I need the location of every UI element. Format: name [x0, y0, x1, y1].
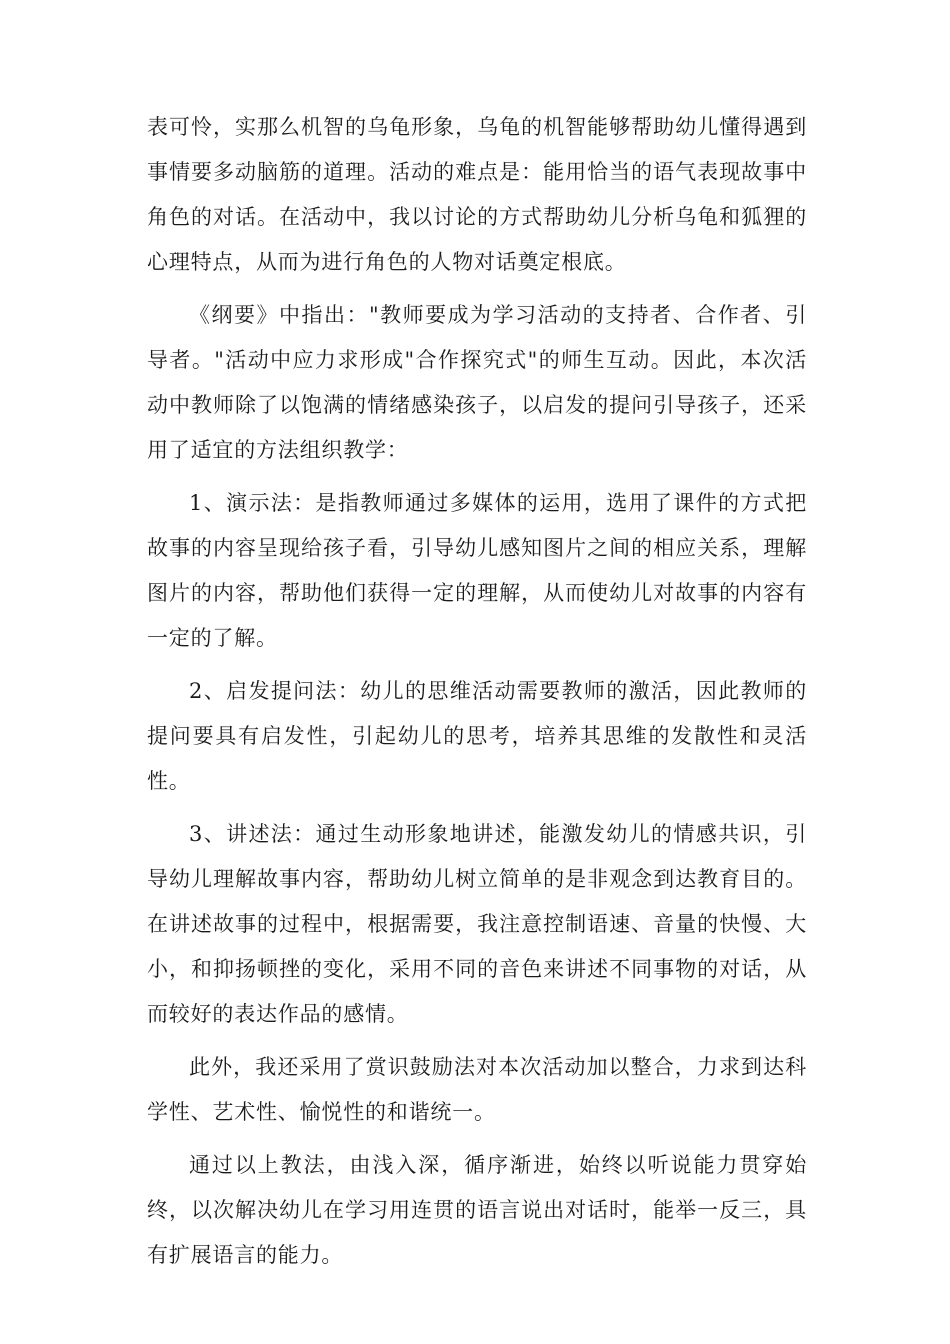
paragraph-3: 1、演示法：是指教师通过多媒体的运用，选用了课件的方式把故事的内容呈现给孩子看，引导幼儿感知图片之间的相应关系，理解图片的内容，帮助他们获得一定的理解，从而使幼儿对故事的内容有一定的了解。: [147, 491, 807, 650]
paragraph-6: 此外，我还采用了赏识鼓励法对本次活动加以整合，力求到达科学性、艺术性、愉悦性的和谐统一。: [147, 1055, 807, 1124]
paragraph-5: 3、讲述法：通过生动形象地讲述，能激发幼儿的情感共识，引导幼儿理解故事内容，帮助幼儿树立简单的是非观念到达教育目的。在讲述故事的过程中，根据需要，我注意控制语速、音量的快慢、大小，和抑扬顿挫的变化，采用不同的音色来讲述不同事物的对话，从而较好的表达作品的感情。: [147, 822, 807, 1026]
paragraph-4: 2、启发提问法：幼儿的思维活动需要教师的激活，因此教师的提问要具有启发性，引起幼儿的思考，培养其思维的发散性和灵活性。: [147, 679, 807, 793]
paragraph-2: 《纲要》中指出："教师要成为学习活动的支持者、合作者、引导者。"活动中应力求形成"合作探究式"的师生互动。因此，本次活动中教师除了以饱满的情绪感染孩子，以启发的提问引导孩子，还采用了适宜的方法组织教学：: [147, 303, 807, 462]
document-body: [147, 105, 807, 1278]
paragraph-7: 通过以上教法，由浅入深，循序渐进，始终以听说能力贯穿始终，以次解决幼儿在学习用连贯的语言说出对话时，能举一反三，具有扩展语言的能力。: [147, 1153, 807, 1267]
paragraph-1: 表可怜，实那么机智的乌龟形象，乌龟的机智能够帮助幼儿懂得遇到事情要多动脑筋的道理。活动的难点是：能用恰当的语气表现故事中角色的对话。在活动中，我以讨论的方式帮助幼儿分析乌龟和狐狸的心理特点，从而为进行角色的人物对话奠定根底。: [147, 115, 807, 274]
